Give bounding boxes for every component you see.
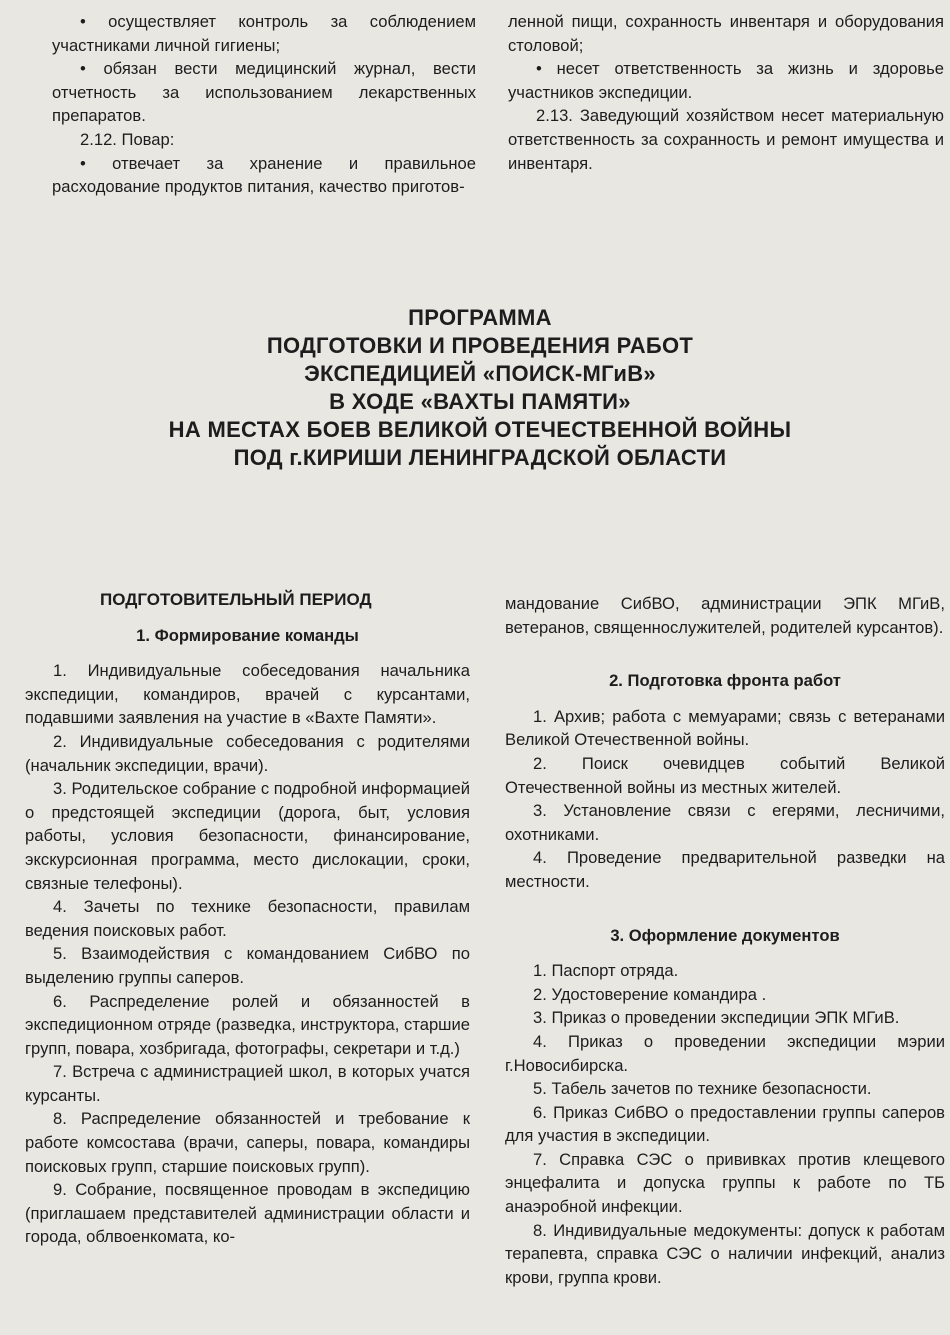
list-item: 5. Взаимодействия с командованием СибВО по выделению группы саперов. — [25, 944, 470, 987]
list-item: 8. Индивидуальные медокументы: допуск к работам терапевта, справка СЭС о наличии инфекций, анализ крови, группа крови. — [505, 1220, 945, 1287]
list-item: 7. Справка СЭС о прививках против клещевого энцефалита и допуска группы к работе по ТБ анаэробной инфекции. — [505, 1149, 945, 1217]
title-line: ПОДГОТОВКИ И ПРОВЕДЕНИЯ РАБОТ — [266, 333, 694, 358]
list-item: 8. Распределение обязанностей и требование к работе комсостава (врачи, саперы, повара, командиры поисковых групп, старшие поисковых групп). — [25, 1109, 470, 1176]
section-heading: 3. Оформление документов — [610, 925, 840, 945]
title-line: ПРОГРАММА — [408, 305, 552, 330]
list-item: 1. Архив; работа с мемуарами; связь с ветеранами Великой Отечественной войны. — [505, 706, 945, 750]
list-item: 6. Приказ СибВО о предоставлении группы саперов для участия в экспедиции. — [505, 1102, 945, 1146]
paragraph: 2.13. Заведующий хозяйством несет материальную ответственность за сохранность и ремонт имущества и инвентаря. — [508, 106, 944, 173]
list-item: 2. Индивидуальные собеседования с родителями (начальник экспедиции, врачи). — [25, 731, 470, 775]
period-heading: ПОДГОТОВИТЕЛЬНЫЙ ПЕРИОД — [100, 590, 372, 609]
title-line: ПОД г.КИРИШИ ЛЕНИНГРАДСКОЙ ОБЛАСТИ — [233, 445, 727, 470]
section-heading: 2. Подготовка фронта работ — [609, 671, 841, 691]
top-left-column — [52, 10, 476, 199]
paragraph: мандование СибВО, администрации ЭПК МГиВ, ветеранов, священнослужителей, родителей курсантов). — [505, 594, 945, 637]
bottom-left-column — [25, 588, 470, 1249]
paragraph: • несет ответственность за жизнь и здоровье участников экспедиции. — [508, 59, 944, 102]
list-item: 7. Встреча с администрацией школ, в которых учатся курсанты. — [25, 1062, 470, 1105]
title-line: В ХОДЕ «ВАХТЫ ПАМЯТИ» — [329, 389, 631, 414]
list-item: 3. Приказ о проведении экспедиции ЭПК МГиВ. — [533, 1008, 900, 1028]
section-heading: 1. Формирование команды — [136, 625, 359, 645]
top-right-column — [508, 10, 944, 175]
paragraph: • осуществляет контроль за соблюдением участниками личной гигиены; — [52, 12, 476, 55]
list-item: 6. Распределение ролей и обязанностей в экспедиционном отряде (разведка, инструктора, старшие групп, повара, хозбригада, фотографы, секретари и т.д.) — [25, 991, 470, 1058]
list-item: 5. Табель зачетов по технике безопасности. — [533, 1079, 872, 1099]
list-item: 3. Установление связи с егерями, лесничими, охотниками. — [505, 801, 945, 844]
paragraph: • отвечает за хранение и правильное расходование продуктов питания, качество приготов- — [52, 153, 476, 197]
bottom-right-column — [505, 592, 945, 1289]
list-item: 4. Проведение предварительной разведки на местности. — [505, 848, 945, 891]
list-item: 9. Собрание, посвященное проводам в экспедицию (приглашаем представителей администрации области и города, облвоенкомата, ко- — [25, 1180, 470, 1247]
program-title — [100, 304, 860, 472]
title-line: ЭКСПЕДИЦИЕЙ «ПОИСК-МГиВ» — [304, 361, 656, 386]
list-item: 4. Приказ о проведении экспедиции мэрии г.Новосибирска. — [505, 1031, 945, 1075]
list-item: 4. Зачеты по технике безопасности, правилам ведения поисковых работ. — [25, 897, 470, 940]
paragraph: ленной пищи, сохранность инвентаря и оборудования столовой; — [508, 12, 944, 55]
paragraph: 2.12. Повар: — [80, 129, 175, 149]
paragraph: • обязан вести медицинский журнал, вести отчетность за использованием лекарственных препаратов. — [52, 59, 476, 126]
list-item: 3. Родительское собрание с подробной информацией о предстоящей экспедиции (дорога, быт, условия работы, условия безопасности, финансирование, экскурсионная программа, место дислокации, сроки, связные телефоны). — [25, 779, 470, 893]
list-item: 2. Поиск очевидцев событий Великой Отечественной войны из местных жителей. — [505, 753, 945, 797]
title-line: НА МЕСТАХ БОЕВ ВЕЛИКОЙ ОТЕЧЕСТВЕННОЙ ВОЙНЫ — [168, 417, 792, 442]
list-item: 1. Паспорт отряда. — [533, 961, 679, 981]
list-item: 2. Удостоверение командира . — [533, 984, 767, 1004]
list-item: 1. Индивидуальные собеседования начальника экспедиции, командиров, врачей с курсантами, подавшими заявления на участие в «Вахте Памяти». — [25, 661, 470, 728]
